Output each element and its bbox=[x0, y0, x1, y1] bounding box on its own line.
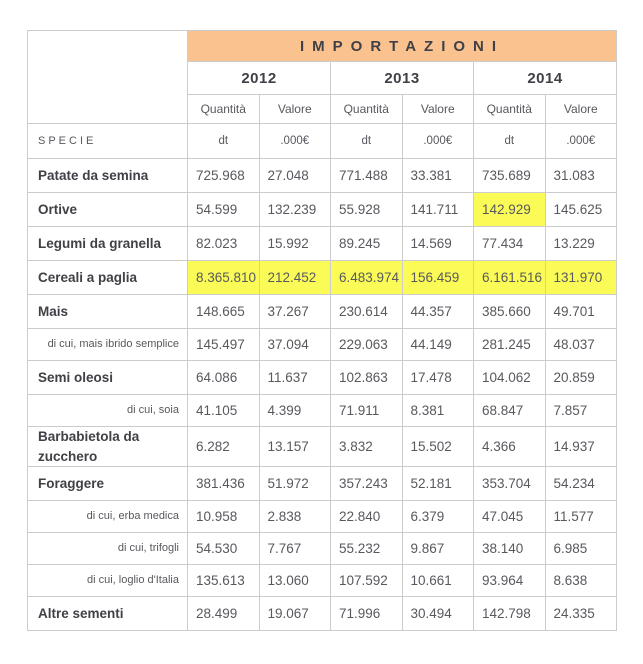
table-row bbox=[28, 159, 617, 193]
value-cell: 156.459 bbox=[402, 261, 474, 295]
value-cell: 15.502 bbox=[402, 427, 474, 467]
value-cell: 11.637 bbox=[259, 361, 331, 395]
value-cell: 7.857 bbox=[545, 395, 617, 427]
value-cell: 4.399 bbox=[259, 395, 331, 427]
table-row bbox=[28, 295, 617, 329]
year-header-2012: 2012 bbox=[188, 62, 331, 95]
year-header-2014: 2014 bbox=[474, 62, 617, 95]
value-cell: 37.094 bbox=[259, 329, 331, 361]
value-cell: 6.483.974 bbox=[331, 261, 403, 295]
value-cell: 33.381 bbox=[402, 159, 474, 193]
species-header: SPECIE bbox=[28, 124, 188, 159]
value-cell: 48.037 bbox=[545, 329, 617, 361]
units-row bbox=[28, 124, 617, 159]
value-cell: 131.970 bbox=[545, 261, 617, 295]
value-cell: 771.488 bbox=[331, 159, 403, 193]
value-cell: 28.499 bbox=[188, 597, 260, 631]
value-cell: 141.711 bbox=[402, 193, 474, 227]
value-cell: 107.592 bbox=[331, 565, 403, 597]
table-row bbox=[28, 427, 617, 467]
value-cell: 14.937 bbox=[545, 427, 617, 467]
value-cell: 15.992 bbox=[259, 227, 331, 261]
value-cell: 51.972 bbox=[259, 467, 331, 501]
value-cell: 11.577 bbox=[545, 501, 617, 533]
value-cell: 145.497 bbox=[188, 329, 260, 361]
value-cell: 55.232 bbox=[331, 533, 403, 565]
value-cell: 281.245 bbox=[474, 329, 546, 361]
value-cell: 9.867 bbox=[402, 533, 474, 565]
value-cell: 54.599 bbox=[188, 193, 260, 227]
unit-header: .000€ bbox=[402, 124, 474, 159]
value-cell: 19.067 bbox=[259, 597, 331, 631]
value-cell: 102.863 bbox=[331, 361, 403, 395]
value-cell: 353.704 bbox=[474, 467, 546, 501]
value-cell: 14.569 bbox=[402, 227, 474, 261]
value-cell: 4.366 bbox=[474, 427, 546, 467]
value-cell: 735.689 bbox=[474, 159, 546, 193]
value-cell: 725.968 bbox=[188, 159, 260, 193]
value-cell: 55.928 bbox=[331, 193, 403, 227]
value-cell: 47.045 bbox=[474, 501, 546, 533]
unit-header: dt bbox=[474, 124, 546, 159]
row-label: Foraggere bbox=[28, 467, 188, 501]
value-cell: 230.614 bbox=[331, 295, 403, 329]
value-cell: 10.661 bbox=[402, 565, 474, 597]
value-cell: 77.434 bbox=[474, 227, 546, 261]
value-cell: 82.023 bbox=[188, 227, 260, 261]
value-cell: 2.838 bbox=[259, 501, 331, 533]
value-cell: 10.958 bbox=[188, 501, 260, 533]
row-label: di cui, trifogli bbox=[28, 533, 188, 565]
row-label: Semi oleosi bbox=[28, 361, 188, 395]
year-header-2013: 2013 bbox=[331, 62, 474, 95]
row-label: Barbabietola da zucchero bbox=[28, 427, 188, 467]
value-cell: 89.245 bbox=[331, 227, 403, 261]
value-cell: 37.267 bbox=[259, 295, 331, 329]
unit-header: .000€ bbox=[545, 124, 617, 159]
value-cell: 49.701 bbox=[545, 295, 617, 329]
value-cell: 3.832 bbox=[331, 427, 403, 467]
table-row bbox=[28, 467, 617, 501]
row-label: Patate da semina bbox=[28, 159, 188, 193]
row-label: di cui, erba medica bbox=[28, 501, 188, 533]
value-cell: 145.625 bbox=[545, 193, 617, 227]
row-label: Mais bbox=[28, 295, 188, 329]
measure-header: Quantità bbox=[331, 95, 403, 124]
measure-header: Valore bbox=[259, 95, 331, 124]
value-cell: 54.530 bbox=[188, 533, 260, 565]
row-label: Altre sementi bbox=[28, 597, 188, 631]
value-cell: 6.282 bbox=[188, 427, 260, 467]
measure-header: Valore bbox=[545, 95, 617, 124]
value-cell: 148.665 bbox=[188, 295, 260, 329]
table-row bbox=[28, 533, 617, 565]
table-row bbox=[28, 261, 617, 295]
value-cell: 104.062 bbox=[474, 361, 546, 395]
value-cell: 44.357 bbox=[402, 295, 474, 329]
unit-header: .000€ bbox=[259, 124, 331, 159]
value-cell: 142.798 bbox=[474, 597, 546, 631]
value-cell: 64.086 bbox=[188, 361, 260, 395]
value-cell: 132.239 bbox=[259, 193, 331, 227]
value-cell: 17.478 bbox=[402, 361, 474, 395]
value-cell: 38.140 bbox=[474, 533, 546, 565]
value-cell: 22.840 bbox=[331, 501, 403, 533]
table-body bbox=[28, 159, 617, 631]
value-cell: 54.234 bbox=[545, 467, 617, 501]
value-cell: 142.929 bbox=[474, 193, 546, 227]
value-cell: 229.063 bbox=[331, 329, 403, 361]
row-label: di cui, mais ibrido semplice bbox=[28, 329, 188, 361]
row-label: Ortive bbox=[28, 193, 188, 227]
value-cell: 8.365.810 bbox=[188, 261, 260, 295]
table-row bbox=[28, 597, 617, 631]
imports-table-container bbox=[27, 30, 617, 631]
value-cell: 71.911 bbox=[331, 395, 403, 427]
value-cell: 30.494 bbox=[402, 597, 474, 631]
value-cell: 212.452 bbox=[259, 261, 331, 295]
value-cell: 71.996 bbox=[331, 597, 403, 631]
value-cell: 13.157 bbox=[259, 427, 331, 467]
value-cell: 24.335 bbox=[545, 597, 617, 631]
measure-header: Valore bbox=[402, 95, 474, 124]
value-cell: 31.083 bbox=[545, 159, 617, 193]
value-cell: 41.105 bbox=[188, 395, 260, 427]
table-row bbox=[28, 361, 617, 395]
measure-header: Quantità bbox=[188, 95, 260, 124]
value-cell: 357.243 bbox=[331, 467, 403, 501]
value-cell: 381.436 bbox=[188, 467, 260, 501]
table-row bbox=[28, 193, 617, 227]
table-title: IMPORTAZIONI bbox=[188, 31, 617, 62]
value-cell: 68.847 bbox=[474, 395, 546, 427]
unit-header: dt bbox=[331, 124, 403, 159]
corner-cell bbox=[28, 31, 188, 124]
value-cell: 27.048 bbox=[259, 159, 331, 193]
value-cell: 8.381 bbox=[402, 395, 474, 427]
row-label: di cui, loglio d'Italia bbox=[28, 565, 188, 597]
row-label: Cereali a paglia bbox=[28, 261, 188, 295]
value-cell: 6.985 bbox=[545, 533, 617, 565]
value-cell: 44.149 bbox=[402, 329, 474, 361]
value-cell: 93.964 bbox=[474, 565, 546, 597]
table-row bbox=[28, 395, 617, 427]
value-cell: 6.379 bbox=[402, 501, 474, 533]
value-cell: 8.638 bbox=[545, 565, 617, 597]
table-row bbox=[28, 227, 617, 261]
row-label: Legumi da granella bbox=[28, 227, 188, 261]
value-cell: 7.767 bbox=[259, 533, 331, 565]
unit-header: dt bbox=[188, 124, 260, 159]
value-cell: 135.613 bbox=[188, 565, 260, 597]
table-row bbox=[28, 501, 617, 533]
value-cell: 20.859 bbox=[545, 361, 617, 395]
table-row bbox=[28, 565, 617, 597]
imports-table bbox=[27, 30, 617, 631]
row-label: di cui, soia bbox=[28, 395, 188, 427]
title-row bbox=[28, 31, 617, 62]
value-cell: 6.161.516 bbox=[474, 261, 546, 295]
value-cell: 13.060 bbox=[259, 565, 331, 597]
value-cell: 385.660 bbox=[474, 295, 546, 329]
table-row bbox=[28, 329, 617, 361]
value-cell: 52.181 bbox=[402, 467, 474, 501]
value-cell: 13.229 bbox=[545, 227, 617, 261]
measure-header: Quantità bbox=[474, 95, 546, 124]
